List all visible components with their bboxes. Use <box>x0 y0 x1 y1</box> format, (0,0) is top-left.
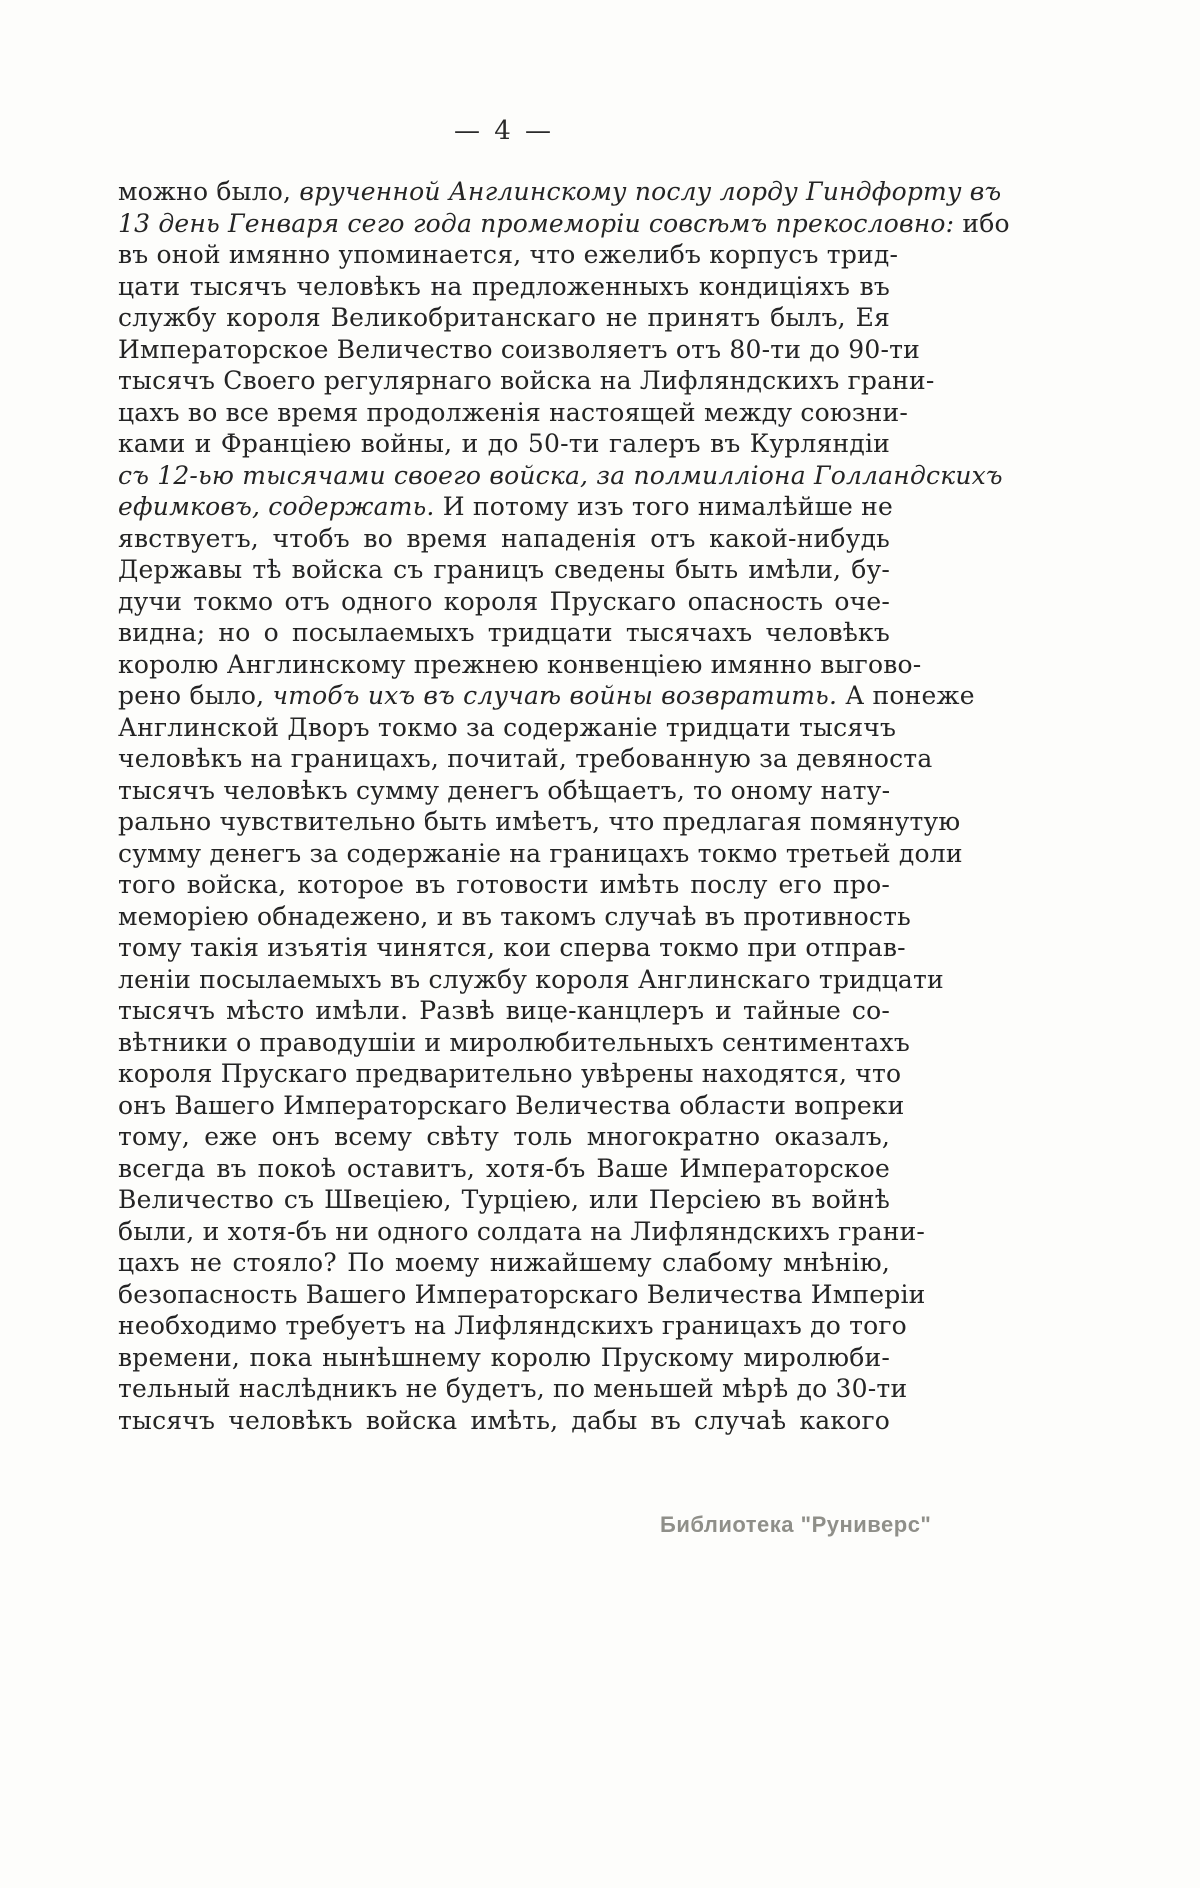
text-line <box>118 1279 926 1311</box>
text-segment: безопасность Вашего Императорскаго Величества Имперіи <box>118 1279 926 1309</box>
text-segment: вѣтники о праводушіи и миролюбительныхъ сентиментахъ <box>118 1027 910 1057</box>
text-segment: дучи токмо отъ одного короля Прускаго опасность оче- <box>118 586 890 616</box>
text-segment: можно было, <box>118 177 300 206</box>
page-number: — 4 — <box>453 116 555 146</box>
text-line <box>118 176 1002 208</box>
text-line <box>118 680 975 712</box>
text-line <box>118 1153 890 1185</box>
text-line <box>118 302 890 334</box>
text-segment: тысячъ человѣкъ войска имѣть, дабы въ случаѣ какого <box>118 1405 890 1435</box>
text-segment: королю Англинскому прежнею конвенціею имянно выгово- <box>118 649 922 679</box>
text-line <box>118 932 906 964</box>
text-segment: тому такія изъятія чинятся, кои сперва токмо при отправ- <box>118 933 906 962</box>
text-segment: леніи посылаемыхъ въ службу короля Англинскаго тридцати <box>118 964 944 994</box>
text-segment: ками и Франціею войны, и до 50-ти галеръ въ Курляндіи <box>118 429 890 458</box>
text-segment: въ оной имянно упоминается, что ежелибъ корпусъ трид- <box>118 240 899 269</box>
text-line <box>118 964 944 996</box>
text-segment: рено было, <box>118 681 273 710</box>
text-segment: Императорское Величество соизволяетъ отъ 80-ти до 90-ти <box>118 334 921 364</box>
text-line <box>118 271 890 303</box>
library-watermark: Библиотека "Руниверс" <box>660 1512 932 1537</box>
text-line <box>118 1373 908 1405</box>
text-line <box>118 239 899 271</box>
text-segment: цати тысячъ человѣкъ на предложенныхъ кондиціяхъ въ <box>118 271 890 301</box>
text-line <box>118 1310 907 1342</box>
text-segment: необходимо требуетъ на Лифляндскихъ границахъ до того <box>118 1311 907 1340</box>
text-line <box>118 775 890 807</box>
text-line <box>118 554 890 586</box>
text-segment: явствуетъ, чтобъ во время нападенія отъ какой-нибудь <box>118 523 890 553</box>
text-segment: А понеже <box>837 681 975 710</box>
text-segment: цахъ во все время продолженія настоящей между союзни- <box>118 397 909 427</box>
text-line <box>118 586 890 618</box>
text-line <box>118 1216 926 1248</box>
text-segment: были, и хотя-бъ ни одного солдата на Лифляндскихъ грани- <box>118 1216 926 1246</box>
text-segment: Державы тѣ войска съ границъ сведены быть имѣли, бу- <box>118 555 890 584</box>
text-line <box>118 1058 902 1090</box>
text-segment: тысячъ Своего регулярнаго войска на Лифляндскихъ грани- <box>118 366 935 395</box>
text-line <box>118 1405 890 1437</box>
text-line <box>118 1184 890 1216</box>
text-line <box>118 334 921 366</box>
italic-text-segment: 13 день Генваря сего года промеморіи совсѣмъ прекословно: <box>118 208 955 238</box>
text-segment: онъ Вашего Императорскаго Величества области вопреки <box>118 1090 905 1120</box>
text-line <box>118 491 894 523</box>
italic-text-segment: ефимковъ, содержать. <box>118 492 435 521</box>
text-segment: того войска, которое въ готовости имѣть послу его про- <box>118 870 890 899</box>
text-segment: видна; но о посылаемыхъ тридцати тысячахъ человѣкъ <box>118 618 890 647</box>
text-segment: тельный наслѣдникъ не будетъ, по меньшей мѣрѣ до 30-ти <box>118 1374 908 1403</box>
text-segment: рально чувствительно быть имѣетъ, что предлагая помянутую <box>118 807 961 836</box>
text-line <box>118 208 1010 240</box>
text-line <box>118 617 890 649</box>
text-segment: Англинской Дворъ токмо за содержаніе тридцати тысячъ <box>118 712 897 742</box>
text-segment: ибо <box>954 208 1010 238</box>
text-line <box>118 397 909 429</box>
text-line <box>118 1247 890 1279</box>
text-line <box>118 523 890 555</box>
text-segment: человѣкъ на границахъ, почитай, требованную за девяноста <box>118 744 933 773</box>
text-segment: короля Прускаго предварительно увѣрены находятся, что <box>118 1059 902 1088</box>
text-line <box>118 901 911 933</box>
text-block <box>118 176 1010 1436</box>
text-segment: тому, еже онъ всему свѣту толь многократно оказалъ, <box>118 1122 890 1151</box>
text-line <box>118 869 890 901</box>
text-line <box>118 1342 890 1374</box>
text-line <box>118 743 933 775</box>
text-line <box>118 428 890 460</box>
text-segment: меморіею обнадежено, и въ такомъ случаѣ въ противность <box>118 901 911 931</box>
text-segment: тысячъ мѣсто имѣли. Развѣ вице-канцлеръ и тайные со- <box>118 996 890 1025</box>
text-segment: сумму денегъ за содержаніе на границахъ токмо третьей доли <box>118 838 963 868</box>
text-segment: всегда въ покоѣ оставитъ, хотя-бъ Ваше Императорское <box>118 1153 890 1183</box>
text-line <box>118 365 935 397</box>
text-line <box>118 460 1003 492</box>
text-line <box>118 806 961 838</box>
text-segment: тысячъ человѣкъ сумму денегъ обѣщаетъ, то оному нату- <box>118 775 891 805</box>
text-line <box>118 995 890 1027</box>
text-segment: цахъ не стояло? По моему нижайшему слабому мнѣнію, <box>118 1248 890 1277</box>
text-line <box>118 1027 910 1059</box>
italic-text-segment: съ 12-ью тысячами своего войска, за полмилліона Голландскихъ <box>118 460 1003 490</box>
text-segment: времени, пока нынѣшнему королю Прускому миролюби- <box>118 1342 890 1372</box>
text-segment: И потому изъ того нималѣйше не <box>434 492 894 521</box>
text-line <box>118 712 897 744</box>
text-segment: Величество съ Швеціею, Турціею, или Персіею въ войнѣ <box>118 1185 890 1214</box>
italic-text-segment: врученной Англинскому послу лорду Гиндфорту въ <box>299 177 1002 206</box>
text-line <box>118 838 963 870</box>
text-segment: службу короля Великобританскаго не принятъ былъ, Ея <box>118 303 890 332</box>
italic-text-segment: чтобъ ихъ въ случаѣ войны возвратить. <box>272 681 838 710</box>
text-line <box>118 649 922 681</box>
text-line <box>118 1090 905 1122</box>
text-line <box>118 1121 890 1153</box>
